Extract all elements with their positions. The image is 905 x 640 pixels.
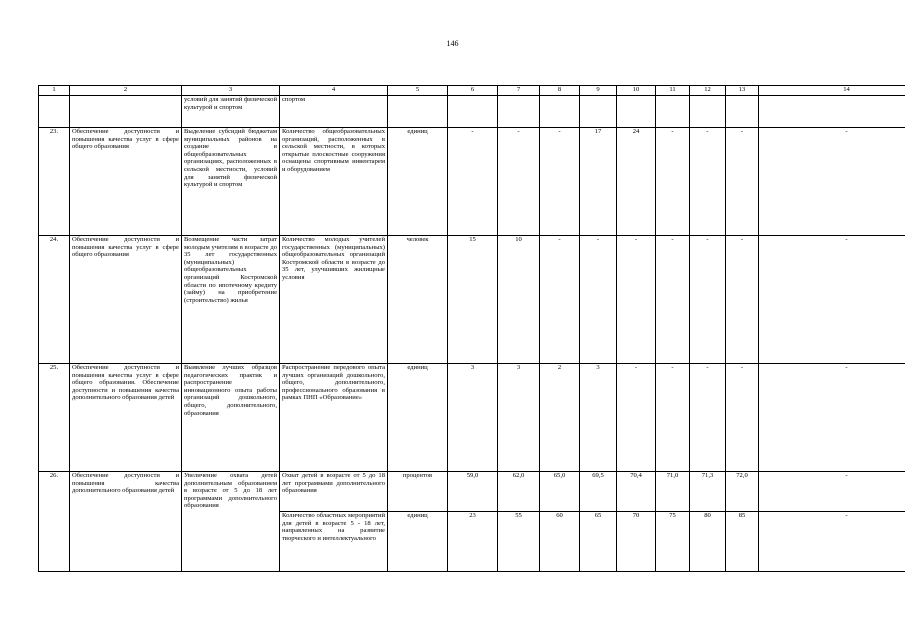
measure-cell: Выделение субсидий бюджетам муниципальных районов на создание в общеобразовательных организациях, расположенных в сельской местности, условий для занятий физической культурой и спортом <box>182 128 280 236</box>
unit-cell: единиц <box>388 128 448 236</box>
value-cell: - <box>580 236 617 364</box>
value-cell: - <box>759 472 905 512</box>
table-row <box>39 364 905 472</box>
goal-cell: Обеспечение доступности и повышения качества дополнительного образования детей <box>70 472 182 572</box>
value-cell: 10 <box>498 236 540 364</box>
value-cell: 65,0 <box>540 472 580 512</box>
header-cell: 1 <box>39 86 70 96</box>
table-row <box>39 128 905 236</box>
value-cell: - <box>617 236 656 364</box>
value-cell: 17 <box>580 128 617 236</box>
value-cell: 71,0 <box>656 472 690 512</box>
value-cell: - <box>656 364 690 472</box>
header-cell: 14 <box>759 86 905 96</box>
value-cell: - <box>540 128 580 236</box>
indicator-cell: спортом <box>280 96 388 128</box>
indicator-cell: Охват детей в возрасте от 5 до 18 лет программами дополнительного образования <box>280 472 388 512</box>
header-row <box>39 86 905 96</box>
header-cell: 11 <box>656 86 690 96</box>
indicator-cell: Количество молодых учителей государственных (муниципальных) общеобразовательных организаций Костромской области в возрасте до 35 лет, улучшивших жилищные условия <box>280 236 388 364</box>
measure-cell: Выявление лучших образцов педагогических практик и распространение инновационного опыта работы организаций дошкольного, общего, дополнительного, образования <box>182 364 280 472</box>
value-cell: - <box>498 128 540 236</box>
header-cell: 12 <box>690 86 726 96</box>
value-cell: 69,5 <box>580 472 617 512</box>
value-cell: - <box>540 236 580 364</box>
row-number: 24. <box>39 236 70 364</box>
value-cell: - <box>690 364 726 472</box>
row-number: 26. <box>39 472 70 572</box>
unit-cell: человек <box>388 236 448 364</box>
value-cell: - <box>759 364 905 472</box>
value-cell: 70,4 <box>617 472 656 512</box>
unit-cell: процентов <box>388 472 448 512</box>
indicators-table <box>38 85 905 572</box>
value-cell: 23 <box>448 512 498 572</box>
measure-cell: Увеличение охвата детей дополнительным образованием в возрасте от 5 до 18 лет программами дополнительного образования <box>182 472 280 572</box>
page-number: 146 <box>446 39 459 48</box>
unit-cell: единиц <box>388 364 448 472</box>
value-cell: - <box>759 128 905 236</box>
header-cell: 5 <box>388 86 448 96</box>
value-cell: 75 <box>656 512 690 572</box>
goal-cell: Обеспечение доступности и повышения качества услуг в сфере общего образования <box>70 128 182 236</box>
header-cell: 3 <box>182 86 280 96</box>
value-cell: 3 <box>498 364 540 472</box>
value-cell: - <box>656 236 690 364</box>
value-cell: - <box>448 128 498 236</box>
value-cell: 15 <box>448 236 498 364</box>
header-cell: 6 <box>448 86 498 96</box>
goal-cell: Обеспечение доступности и повышения качества услуг в сфере общего образования. Обеспечение доступности и повышения качества дополнительного образования детей <box>70 364 182 472</box>
value-cell: - <box>759 236 905 364</box>
header-cell: 8 <box>540 86 580 96</box>
table-row <box>39 236 905 364</box>
header-cell: 7 <box>498 86 540 96</box>
unit-cell: единиц <box>388 512 448 572</box>
header-cell: 2 <box>70 86 182 96</box>
value-cell: - <box>726 364 759 472</box>
value-cell: 3 <box>580 364 617 472</box>
header-cell: 13 <box>726 86 759 96</box>
value-cell: 2 <box>540 364 580 472</box>
value-cell: - <box>656 128 690 236</box>
value-cell: 70 <box>617 512 656 572</box>
row-number: 23. <box>39 128 70 236</box>
value-cell: 60 <box>540 512 580 572</box>
measure-cell: условий для занятий физической культурой и спортом <box>182 96 280 128</box>
value-cell: 24 <box>617 128 656 236</box>
value-cell: - <box>617 364 656 472</box>
value-cell: 71,3 <box>690 472 726 512</box>
value-cell: - <box>726 236 759 364</box>
goal-cell: Обеспечение доступности и повышения качества услуг в сфере общего образования <box>70 236 182 364</box>
value-cell: 55 <box>498 512 540 572</box>
value-cell: 62,0 <box>498 472 540 512</box>
value-cell: 72,0 <box>726 472 759 512</box>
header-cell: 9 <box>580 86 617 96</box>
value-cell: - <box>726 128 759 236</box>
value-cell: - <box>759 512 905 572</box>
indicator-cell: Распространение передового опыта лучших организаций дошкольного, общего, дополнительного, профессионального образования в рамках ПНП «Образование» <box>280 364 388 472</box>
header-cell: 4 <box>280 86 388 96</box>
value-cell: - <box>690 128 726 236</box>
value-cell: 85 <box>726 512 759 572</box>
table-row <box>39 472 905 512</box>
table-row <box>39 96 905 128</box>
value-cell: - <box>690 236 726 364</box>
value-cell: 3 <box>448 364 498 472</box>
measure-cell: Возмещение части затрат молодым учителям в возрасте до 35 лет государственных (муниципальных) общеобразовательных организаций Костромской области по ипотечному кредиту (займу) на приобретение (строительство) жилья <box>182 236 280 364</box>
header-cell: 10 <box>617 86 656 96</box>
value-cell: 80 <box>690 512 726 572</box>
value-cell: 65 <box>580 512 617 572</box>
indicator-cell: Количество областных мероприятий для детей в возрасте 5 - 18 лет, направленных на развитие творческого и интеллектуального <box>280 512 388 572</box>
indicator-cell: Количество общеобразовательных организаций, расположенных в сельской местности, в которых открытые плоскостные сооружения оснащены спортивным инвентарем и оборудованием <box>280 128 388 236</box>
value-cell: 59,0 <box>448 472 498 512</box>
row-number: 25. <box>39 364 70 472</box>
